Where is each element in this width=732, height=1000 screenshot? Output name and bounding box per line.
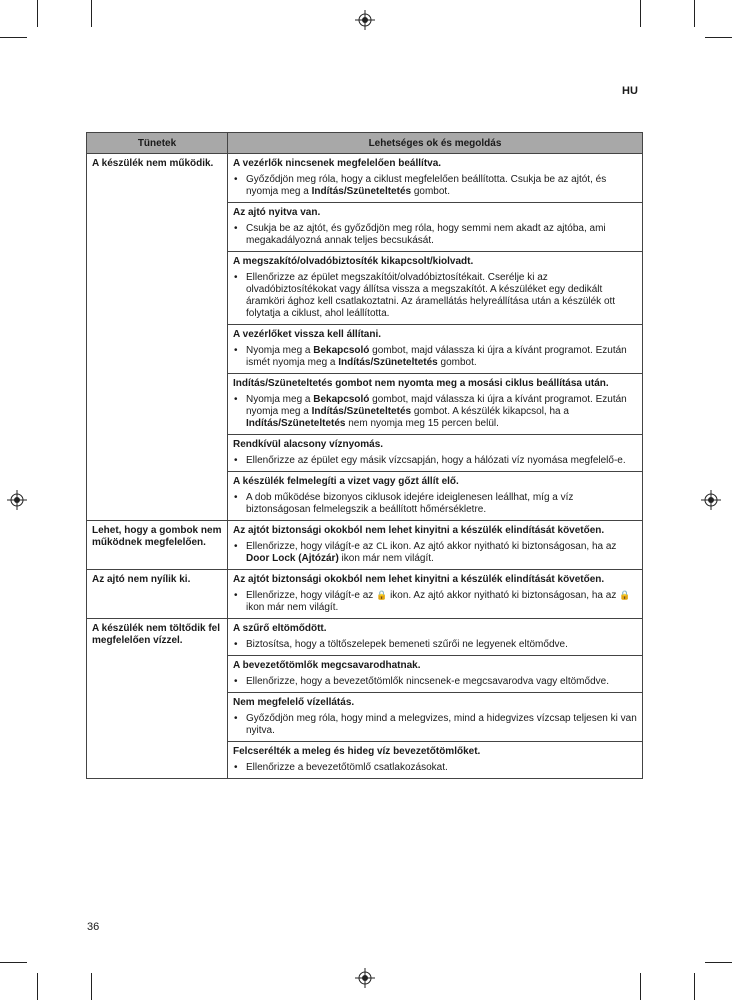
solution-item	[233, 541, 638, 565]
cause-block	[228, 656, 642, 693]
solution-text: Ellenőrizze a bevezetőtömlő csatlakozásokat.	[246, 762, 448, 773]
solution-text: Ellenőrizze az épület egy másik vízcsapján, hogy a hálózati víz nyomása megfelelő-e.	[246, 455, 626, 466]
bullet-icon: •	[234, 762, 238, 773]
cause-title: A szűrő eltömődött.	[233, 623, 327, 634]
bold-term: Bekapcsoló	[313, 345, 370, 356]
solution-item	[233, 455, 638, 467]
solution-text: Nyomja meg a	[246, 394, 314, 405]
solution-item	[233, 223, 638, 247]
solution-text: Nyomja meg a	[246, 345, 314, 356]
cause-block	[228, 325, 642, 374]
solution-item	[233, 639, 638, 651]
bullet-icon: •	[234, 394, 238, 405]
bullet-icon: •	[234, 455, 238, 466]
table-row	[87, 619, 643, 779]
crop-mark	[705, 37, 732, 38]
crop-mark	[91, 973, 92, 1000]
symptom-cell: A készülék nem töltődik fel megfelelően vízzel.	[87, 619, 228, 779]
solution-text: Ellenőrizze, hogy világít-e az	[246, 590, 377, 601]
column-header-symptoms: Tünetek	[87, 133, 228, 154]
solution-text: gombot.	[437, 357, 477, 368]
bold-term: Indítás/Szüneteltetés	[338, 357, 438, 368]
solution-text: gombot.	[411, 186, 450, 197]
causes-cell	[228, 570, 643, 619]
cause-block	[228, 154, 642, 203]
solution-text: gombot. A készülék kikapcsol, ha a	[411, 406, 569, 417]
door-lock-icon: 🔒	[376, 591, 388, 601]
solution-text: gombot, majd válassza ki újra a kívánt programot. Ezután ismét nyomja meg a	[246, 345, 627, 368]
solution-text: A dob működése bizonyos ciklusok idejére ideiglenesen leállhat, míg a víz biztonságosan felmelegszik a beállított hőmérsékletre.	[246, 492, 574, 515]
crop-mark	[91, 0, 92, 27]
page-number: 36	[87, 921, 100, 933]
bullet-icon: •	[234, 639, 238, 650]
solution-text: Ellenőrizze, hogy világít-e az	[246, 541, 377, 552]
bullet-icon: •	[234, 676, 238, 687]
bullet-icon: •	[234, 223, 238, 234]
solution-item	[233, 174, 638, 198]
crop-mark	[0, 962, 27, 963]
bullet-icon: •	[234, 345, 238, 356]
solution-item	[233, 762, 638, 774]
solution-text: ikon már nem világít.	[246, 602, 339, 613]
bullet-icon: •	[234, 492, 238, 503]
registration-mark-icon	[355, 10, 375, 30]
cause-block	[228, 472, 642, 520]
cause-title: A készülék felmelegíti a vizet vagy gőzt állít elő.	[233, 476, 459, 487]
bullet-icon: •	[234, 174, 238, 185]
table-row	[87, 521, 643, 570]
registration-mark-icon	[355, 968, 375, 988]
cause-block	[228, 203, 642, 252]
bold-term: Door Lock (Ajtózár)	[246, 553, 339, 564]
solution-item	[233, 272, 638, 320]
child-lock-icon: CL	[376, 542, 388, 552]
solution-text: ikon már nem világít.	[338, 553, 434, 564]
solution-text: Csukja be az ajtót, és győződjön meg róla, hogy semmi nem akadt az ajtóba, ami megakadályozná annak teljes becsukását.	[246, 223, 606, 246]
bold-term: Indítás/Szüneteltetés	[311, 186, 412, 197]
solution-text: nem nyomja meg 15 percen belül.	[345, 418, 499, 429]
solution-item	[233, 676, 638, 688]
symptom-cell: Az ajtó nem nyílik ki.	[87, 570, 228, 619]
solution-text: ikon. Az ajtó akkor nyitható ki biztonságosan, ha az	[387, 541, 617, 552]
solution-item	[233, 345, 638, 369]
bullet-icon: •	[234, 713, 238, 724]
crop-mark	[0, 37, 27, 38]
table-row	[87, 570, 643, 619]
cause-title: Az ajtót biztonsági okokból nem lehet kinyitni a készülék elindítását követően.	[233, 574, 605, 585]
cause-block	[228, 435, 642, 472]
bold-term: Indítás/Szüneteltetés	[311, 406, 412, 417]
solution-item	[233, 590, 638, 614]
symptom-cell: A készülék nem működik.	[87, 154, 228, 521]
cause-title: A megszakító/olvadóbiztosíték kikapcsolt/kiolvadt.	[233, 256, 474, 267]
symptom-cell: Lehet, hogy a gombok nem működnek megfelelően.	[87, 521, 228, 570]
language-code: HU	[622, 85, 638, 97]
registration-mark-icon	[7, 490, 27, 510]
column-header-causes-solutions: Lehetséges ok és megoldás	[228, 133, 643, 154]
causes-cell	[228, 619, 643, 779]
crop-mark	[37, 0, 38, 27]
crop-mark	[705, 962, 732, 963]
solution-text: gombot, majd válassza ki újra a kívánt programot. Ezután nyomja meg a	[246, 394, 627, 417]
crop-mark	[640, 973, 641, 1000]
troubleshooting-table	[86, 132, 643, 779]
crop-mark	[640, 0, 641, 27]
bold-term: Indítás/Szüneteltetés	[246, 418, 346, 429]
cause-block	[228, 252, 642, 325]
bullet-icon: •	[234, 590, 238, 601]
solution-text: Győződjön meg róla, hogy a ciklust megfelelően beállította. Csukja be az ajtót, és nyomja meg a	[246, 174, 607, 197]
table-body	[87, 154, 643, 779]
table-header-row	[87, 133, 643, 154]
cause-block	[228, 619, 642, 656]
cause-block	[228, 693, 642, 742]
crop-mark	[37, 973, 38, 1000]
bullet-icon: •	[234, 272, 238, 283]
cause-title: A vezérlők nincsenek megfelelően beállítva.	[233, 158, 442, 169]
table-row	[87, 154, 643, 521]
cause-block	[228, 742, 642, 778]
solution-item	[233, 713, 638, 737]
solution-text: ikon. Az ajtó akkor nyitható ki biztonságosan, ha az	[387, 590, 620, 601]
bullet-icon: •	[234, 541, 238, 552]
cause-block	[228, 374, 642, 435]
cause-block	[228, 521, 642, 569]
cause-title: A vezérlőket vissza kell állítani.	[233, 329, 382, 340]
solution-text: Ellenőrizze, hogy a bevezetőtömlők nincsenek-e megcsavarodva vagy eltömődve.	[246, 676, 609, 687]
registration-mark-icon	[701, 490, 721, 510]
crop-mark	[694, 0, 695, 27]
solution-item	[233, 492, 638, 516]
cause-title: Rendkívül alacsony víznyomás.	[233, 439, 384, 450]
cause-title: Nem megfelelő vízellátás.	[233, 697, 355, 708]
cause-title: Indítás/Szüneteltetés gombot nem nyomta meg a mosási ciklus beállítása után.	[233, 378, 609, 389]
solution-text: Biztosítsa, hogy a töltőszelepek bemeneti szűrői ne legyenek eltömődve.	[246, 639, 568, 650]
cause-title: Felcserélték a meleg és hideg víz bevezetőtömlőket.	[233, 746, 481, 757]
causes-cell	[228, 154, 643, 521]
crop-mark	[694, 973, 695, 1000]
door-lock-icon: 🔒	[619, 591, 631, 601]
solution-text: Ellenőrizze az épület megszakítóit/olvadóbiztosítékait. Cserélje ki az olvadóbiztosítékokat vagy állítsa vissza a megszakítót. A készüléket egy dedikált áramköri ághoz kell csatlakoztatni. Az áramellátás helyreállítása után a készülék ott folytatja a ciklust, ahol leállította.	[246, 272, 616, 319]
solution-item	[233, 394, 638, 430]
cause-title: Az ajtót biztonsági okokból nem lehet kinyitni a készülék elindítását követően.	[233, 525, 605, 536]
cause-block	[228, 570, 642, 618]
cause-title: Az ajtó nyitva van.	[233, 207, 321, 218]
bold-term: Bekapcsoló	[313, 394, 370, 405]
cause-title: A bevezetőtömlők megcsavarodhatnak.	[233, 660, 421, 671]
solution-text: Győződjön meg róla, hogy mind a melegvizes, mind a hidegvizes vízcsap teljesen ki van nyitva.	[246, 713, 637, 736]
causes-cell	[228, 521, 643, 570]
